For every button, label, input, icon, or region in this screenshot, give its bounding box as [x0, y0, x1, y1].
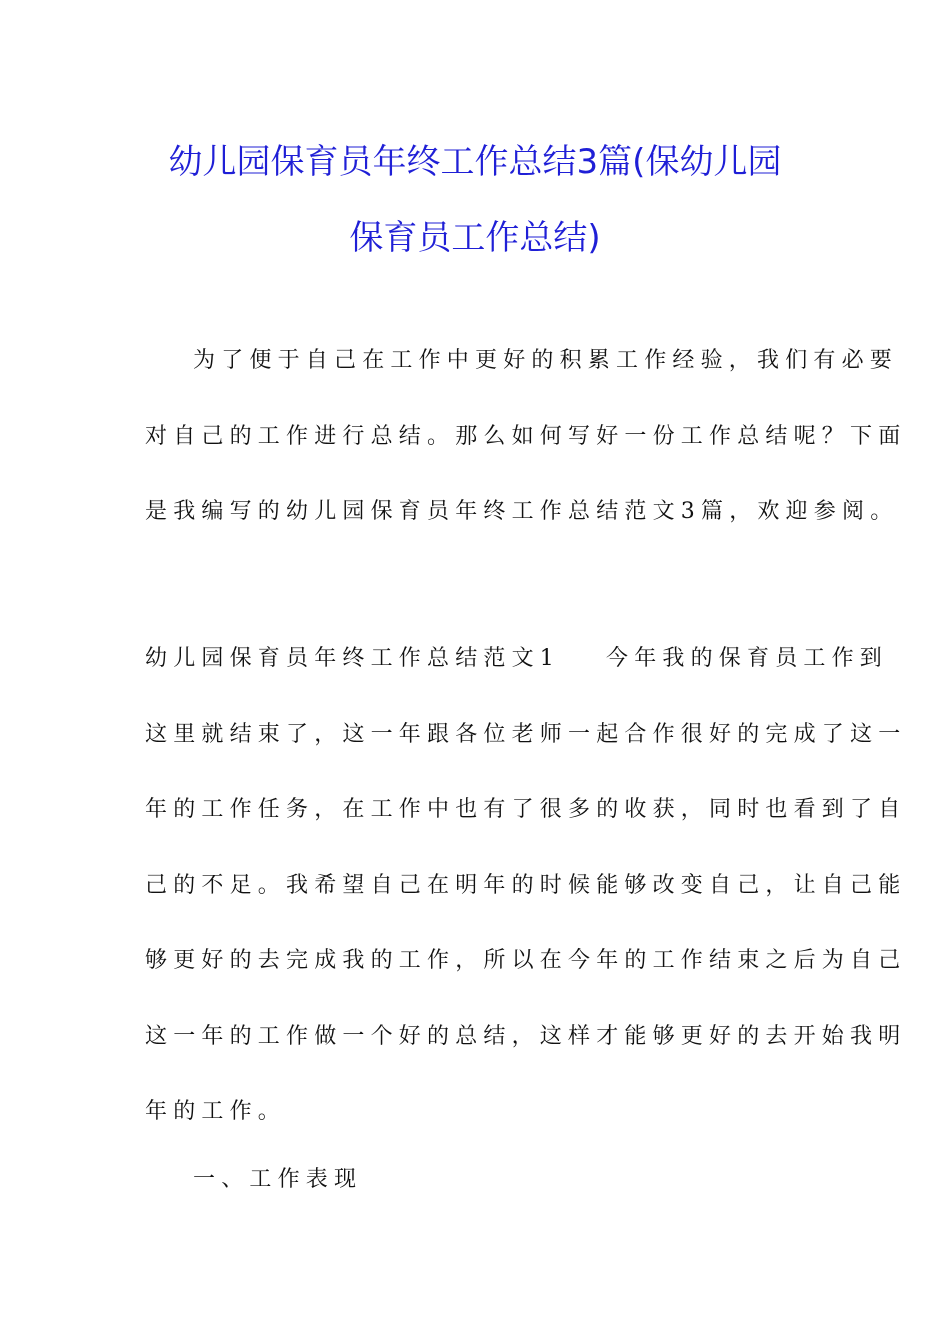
section-heading-work-performance: [193, 1142, 693, 1218]
intro-line-2: 对自己的工作进行总结。那么如何写好一份工作总结呢？下面: [145, 423, 907, 449]
essay1-line-7: 年的工作。: [145, 1099, 287, 1124]
essay1-line-2: 这里就结束了，这一年跟各位老师一起合作很好的完成了这一: [145, 721, 907, 747]
intro-line-1: 为了便于自己在工作中更好的积累工作经验，我们有必要: [193, 348, 899, 373]
section1-heading: 一、工作表现: [193, 1167, 363, 1192]
intro-line-3: 是我编写的幼儿园保育员年终工作总结范文3篇，欢迎参阅。: [145, 499, 899, 524]
essay1-line-5: 够更好的去完成我的工作，所以在今年的工作结束之后为自己: [145, 948, 907, 973]
document-title: [145, 124, 805, 276]
essay1-line-3: 年的工作任务，在工作中也有了很多的收获，同时也看到了自: [145, 797, 907, 822]
essay1-paragraph: [145, 621, 907, 1150]
intro-paragraph: [145, 323, 907, 550]
essay1-line-4: 己的不足。我希望自己在明年的时候能够改变自己，让自己能: [145, 872, 907, 898]
essay1-line-1: [145, 621, 889, 697]
title-line-1: 幼儿园保育员年终工作总结3篇(保幼儿园: [168, 142, 782, 182]
essay1-first-line-text: 今年我的保育员工作到: [606, 646, 889, 671]
essay1-line-6: 这一年的工作做一个好的总结，这样才能够更好的去开始我明: [145, 1023, 907, 1049]
title-line-2: 保育员工作总结): [349, 218, 601, 258]
essay1-heading: 幼儿园保育员年终工作总结范文1: [145, 646, 560, 671]
